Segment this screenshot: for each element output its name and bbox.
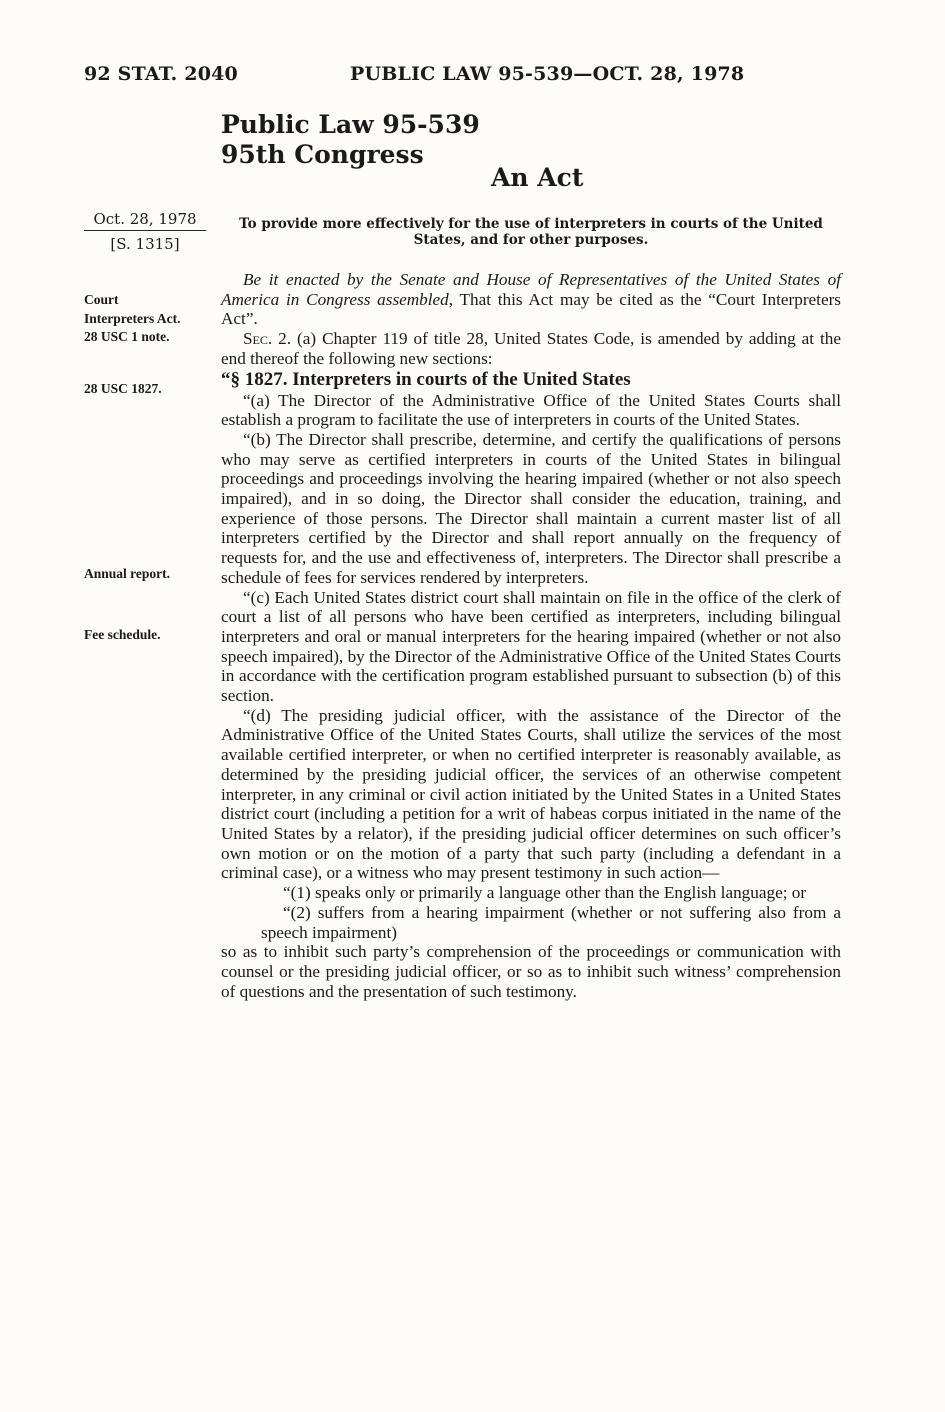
closing-text: so as to inhibit such party’s comprehension of the proceedings or communication with counsel or the presiding judicial officer, or so as to inhibit such witness’ comprehension of questions and the presentation of such testimony. — [221, 942, 841, 1001]
sidenote-fee-schedule: Fee schedule. — [84, 627, 161, 642]
clause-2: “(2) suffers from a hearing impairment (whether or not suffering also from a speech impairment) — [261, 902, 841, 942]
sidenote-28usc1827: 28 USC 1827. — [84, 381, 162, 396]
act-purpose: To provide more effectively for the use of interpreters in courts of the United States, and for other purposes. — [239, 216, 823, 248]
sidenote-court: Court — [84, 292, 119, 307]
clause-1: “(1) speaks only or primarily a language other than the English language; or — [283, 883, 807, 903]
enacting-italic: Be it enacted by the Senate and House of Representatives of the United States of America in Congress assembled — [221, 270, 841, 309]
enactment-date: Oct. 28, 1978 — [84, 210, 206, 231]
paragraph-a: “(a) The Director of the Administrative Office of the United States Courts shall establish a program to facilitate the use of interpreters in courts of the United States. — [221, 390, 841, 430]
law-number: Public Law 95-539 — [221, 110, 480, 139]
paragraph-c: “(c) Each United States district court shall maintain on file in the office of the clerk of court a list of all persons who have been certified as interpreters, including bilingual interpreters and oral or manual interpreters for the hearing impaired (whether or not also speech impaired), by the Director of the Administrative Office of the United States Courts in accordance with the certification program established pursuant to subsection (b) of this section. — [221, 587, 841, 706]
enacting-clause — [221, 270, 841, 329]
sidenote-28usc1: 28 USC 1 note. — [84, 329, 170, 344]
paragraph-d: “(d) The presiding judicial officer, with the assistance of the Director of the Administrative Office of the United States Courts, shall utilize the services of the most available certified interpreter, or when no certified interpreter is reasonably available, as determined by the presiding judicial officer, the services of an otherwise competent interpreter, in any criminal or civil action initiated by the United States in a United States district court (including a petition for a writ of habeas corpus initiated in the name of the United States by a relator), if the presiding judicial officer determines on such officer’s own motion or on the motion of a party that such party (including a defendant in a criminal case), or a witness who may present testimony in such action— — [221, 705, 841, 883]
sidenote-annual-report: Annual report. — [84, 566, 171, 581]
section-heading: “§ 1827. Interpreters in courts of the United States — [221, 368, 631, 390]
act-label: An Act — [491, 163, 584, 192]
sec-2-text: 2. (a) Chapter 119 of title 28, United States Code, is amended by adding at the end thereof the following new sections: — [221, 329, 841, 368]
statute-body — [221, 270, 841, 1001]
paragraph-b: “(b) The Director shall prescribe, determine, and certify the qualifications of persons who may serve as certified interpreters in courts of the United States in bilingual proceedings and proceedings involving the hearing impaired (whether or not also speech impaired), and in so doing, the Director shall consider the education, training, and experience of those persons. The Director shall maintain a current master list of all interpreters certified by the Director and shall report annually on the frequency of requests for, and the use and effectiveness of, interpreters. The Director shall prescribe a schedule of fees for services rendered by interpreters. — [221, 429, 841, 587]
sidebar-date-block — [84, 210, 206, 253]
sec-label: Sec. — [243, 329, 273, 349]
title-block — [221, 110, 480, 170]
section-2 — [221, 329, 841, 368]
bill-number: [S. 1315] — [110, 235, 180, 253]
sidenote-interpreters-act: Interpreters Act. — [84, 311, 181, 326]
page-reference: 92 STAT. 2040 — [84, 63, 238, 85]
congress: 95th Congress — [221, 140, 424, 169]
enacting-rest: , That this Act may be cited as the “Court Interpreters Act”. — [221, 289, 842, 329]
running-title: PUBLIC LAW 95-539—OCT. 28, 1978 — [350, 63, 745, 85]
